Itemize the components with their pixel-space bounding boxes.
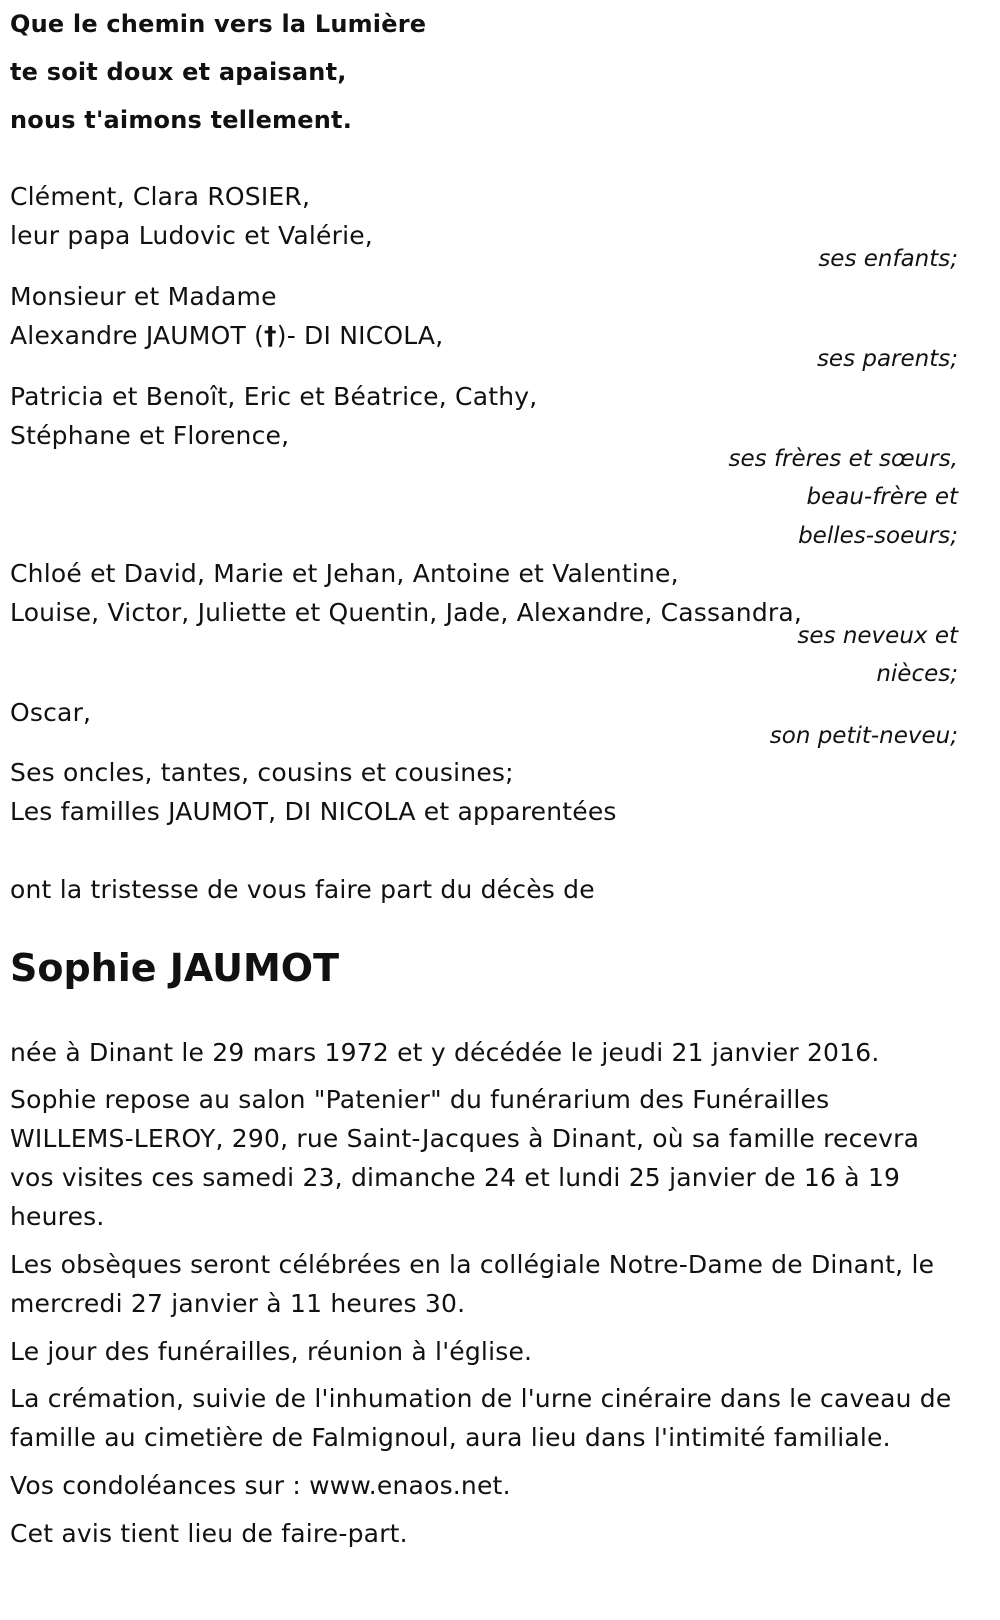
nephews-names-line-2: Louise, Victor, Juliette et Quentin, Jade, Alexandre, Cassandra, <box>10 598 803 627</box>
parents-name-post: )- DI NICOLA, <box>276 321 444 350</box>
others-line-1: Ses oncles, tantes, cousins et cousines; <box>10 758 514 787</box>
faire-part-line: Cet avis tient lieu de faire-part. <box>10 1519 408 1548</box>
repose-line-3: vos visites ces samedi 23, dimanche 24 et lundi 25 janvier de 16 à 19 <box>10 1163 901 1192</box>
announcement: ont la tristesse de vous faire part du décès de <box>10 875 595 904</box>
parents-line-1: Monsieur et Madame <box>10 282 277 311</box>
siblings-names-line-2: Stéphane et Florence, <box>10 421 290 450</box>
nephews-role-line-1: ses neveux et <box>797 623 958 649</box>
grandnephew-name: Oscar, <box>10 698 92 727</box>
cremation-line-2: famille au cimetière de Falmignoul, aura lieu dans l'intimité familiale. <box>10 1423 891 1452</box>
condoleances-line: Vos condoléances sur : www.enaos.net. <box>10 1471 511 1500</box>
cross-icon: † <box>264 321 277 350</box>
siblings-role-line-3: belles-soeurs; <box>798 523 958 549</box>
cremation-line-1: La crémation, suivie de l'inhumation de l'urne cinéraire dans le caveau de <box>10 1384 952 1413</box>
siblings-role-line-2: beau-frère et <box>806 484 958 510</box>
obseques-line-1: Les obsèques seront célébrées en la collégiale Notre-Dame de Dinant, le <box>10 1250 935 1279</box>
nephews-names-line-1: Chloé et David, Marie et Jehan, Antoine et Valentine, <box>10 559 679 588</box>
deceased-name: Sophie JAUMOT <box>10 946 340 990</box>
repose-line-4: heures. <box>10 1202 105 1231</box>
repose-line-2: WILLEMS-LEROY, 290, rue Saint-Jacques à Dinant, où sa famille recevra <box>10 1124 920 1153</box>
parents-name-pre: Alexandre JAUMOT ( <box>10 321 265 350</box>
nephews-role-line-2: nièces; <box>876 661 958 687</box>
epigraph-line-3: nous t'aimons tellement. <box>10 106 353 134</box>
obseques-line-2: mercredi 27 janvier à 11 heures 30. <box>10 1289 466 1318</box>
children-names-line-1: Clément, Clara ROSIER, <box>10 182 311 211</box>
repose-line-1: Sophie repose au salon "Patenier" du funérarium des Funérailles <box>10 1085 830 1114</box>
epigraph-line-2: te soit doux et apaisant, <box>10 58 347 86</box>
siblings-role-line-1: ses frères et sœurs, <box>728 446 958 472</box>
parents-line-2 <box>10 320 443 352</box>
epigraph-line-1: Que le chemin vers la Lumière <box>10 10 427 38</box>
children-names-line-2: leur papa Ludovic et Valérie, <box>10 221 373 250</box>
birth-death-line: née à Dinant le 29 mars 1972 et y décédée le jeudi 21 janvier 2016. <box>10 1038 880 1067</box>
grandnephew-role: son petit-neveu; <box>769 723 958 749</box>
others-line-2: Les familles JAUMOT, DI NICOLA et apparentées <box>10 797 617 826</box>
parents-role: ses parents; <box>816 346 958 372</box>
siblings-names-line-1: Patricia et Benoît, Eric et Béatrice, Cathy, <box>10 382 538 411</box>
children-role: ses enfants; <box>818 246 958 272</box>
reunion-line: Le jour des funérailles, réunion à l'église. <box>10 1337 533 1366</box>
